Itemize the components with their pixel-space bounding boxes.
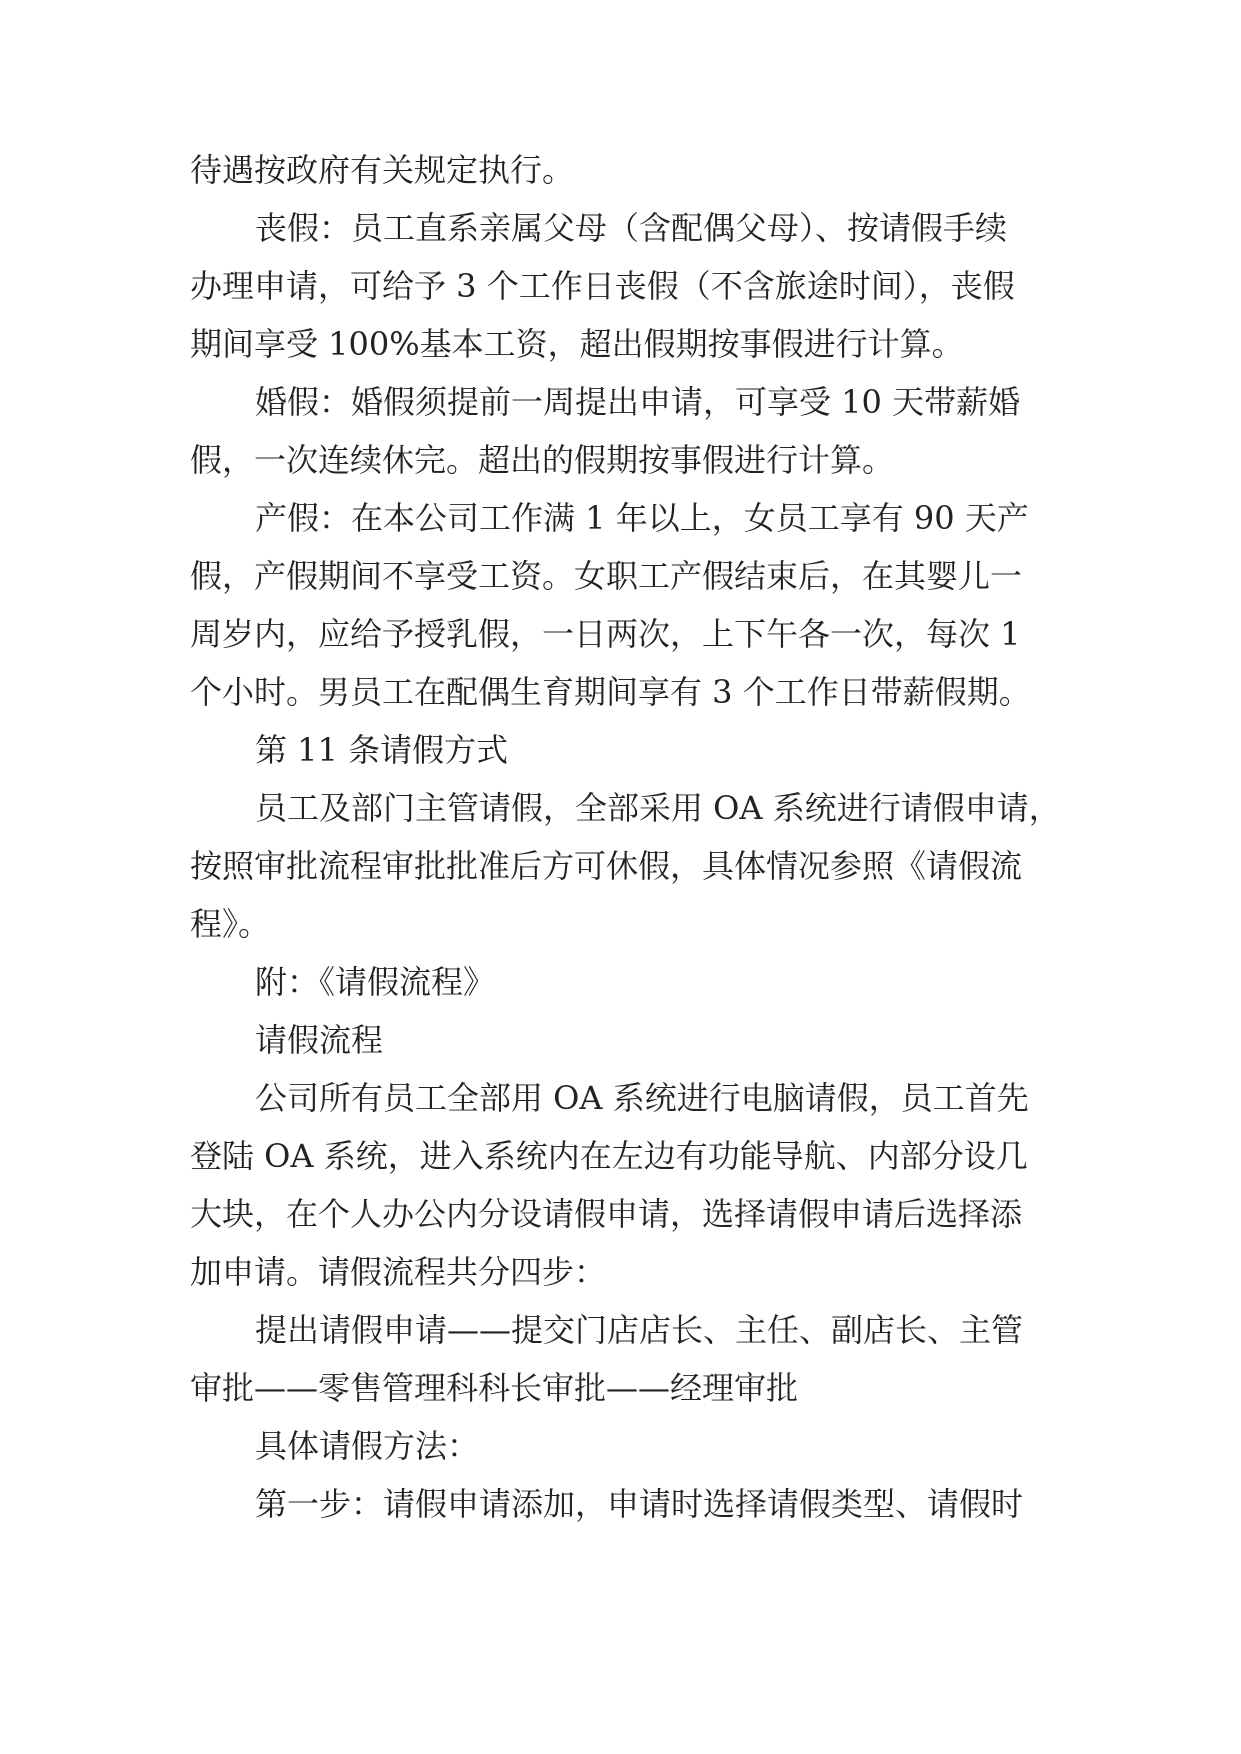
text-line: 周岁内，应给予授乳假，一日两次，上下午各一次，每次 1 [190, 615, 1021, 653]
text-line: 婚假：婚假须提前一周提出申请，可享受 10 天带薪婚 [255, 383, 1021, 421]
text-line: 审批——零售管理科科长审批——经理审批 [190, 1369, 799, 1407]
text-line: 员工及部门主管请假，全部采用 OA 系统进行请假申请， [255, 789, 1061, 827]
section-heading: 请假流程 [255, 1021, 384, 1059]
text-line: 个小时。男员工在配偶生育期间享有 3 个工作日带薪假期。 [190, 673, 1031, 711]
text-line: 程》。 [190, 905, 271, 943]
text-line: 提出请假申请——提交门店店长、主任、副店长、主管 [255, 1311, 1024, 1349]
text-line: 假，产假期间不享受工资。女职工产假结束后，在其婴儿一 [190, 557, 1023, 595]
text-line: 产假：在本公司工作满 1 年以上，女员工享有 90 天产 [255, 499, 1029, 537]
text-line: 加申请。请假流程共分四步： [190, 1253, 607, 1291]
section-heading: 第 11 条请假方式 [255, 731, 509, 769]
text-line: 按照审批流程审批批准后方可休假，具体情况参照《请假流 [190, 847, 1023, 885]
text-line: 假，一次连续休完。超出的假期按事假进行计算。 [190, 441, 895, 479]
text-line: 第一步：请假申请添加，申请时选择请假类型、请假时 [255, 1485, 1024, 1523]
text-line: 待遇按政府有关规定执行。 [190, 151, 575, 189]
text-line: 丧假：员工直系亲属父母（含配偶父母）、按请假手续 [255, 209, 1008, 247]
text-line: 登陆 OA 系统，进入系统内在左边有功能导航、内部分设几 [190, 1137, 1028, 1175]
text-line: 办理申请，可给予 3 个工作日丧假（不含旅途时间），丧假 [190, 267, 1015, 305]
text-line: 大块，在个人办公内分设请假申请，选择请假申请后选择添 [190, 1195, 1023, 1233]
text-line: 公司所有员工全部用 OA 系统进行电脑请假，员工首先 [255, 1079, 1029, 1117]
appendix-label: 附：《请假流程》 [255, 963, 496, 1001]
text-line: 期间享受 100%基本工资，超出假期按事假进行计算。 [190, 325, 964, 363]
text-line: 具体请假方法： [255, 1427, 480, 1465]
